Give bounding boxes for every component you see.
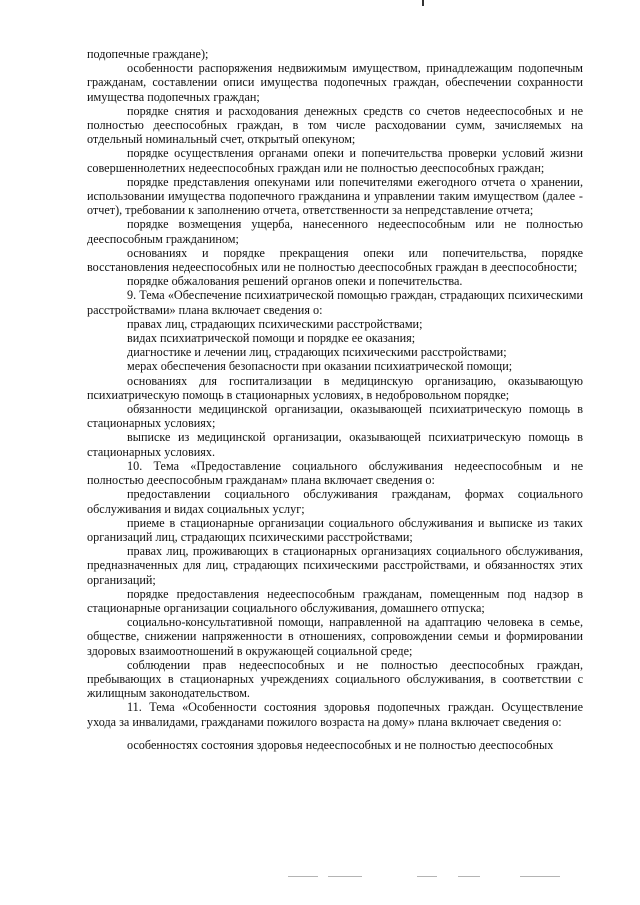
paragraph: порядке снятия и расходования денежных средств со счетов недееспособных и не полностью дееспособных граждан, в том числе расходовании сумм, зачисляемых на отдельный номинальный счет, открытый опекуном; — [87, 103, 583, 147]
paragraph: порядке обжалования решений органов опеки и попечительства. — [127, 274, 463, 289]
section-heading-11: 11. Тема «Особенности состояния здоровья подопечных граждан. Осуществление ухода за инвалидами, гражданами пожилого возраста на дому» плана включает сведения о: — [87, 700, 583, 729]
paragraph: приеме в стационарные организации социального обслуживания и выписке из таких организаций лиц, страдающих психическими расстройствами; — [87, 515, 583, 544]
section-heading-10: 10. Тема «Предоставление социального обслуживания недееспособным и не полностью дееспособным гражданам» плана включает сведения о: — [87, 458, 583, 488]
scan-artifact — [417, 876, 437, 877]
paragraph: соблюдении прав недееспособных и не полностью дееспособных граждан, пребывающих в стационарных учреждениях социального обслуживания, в соответствии с жилищным законодательством. — [87, 657, 583, 701]
paragraph: подопечные граждане); — [87, 47, 209, 61]
scan-artifacts — [0, 876, 640, 879]
scan-artifact — [328, 876, 362, 877]
paragraph: предоставлении социального обслуживания гражданам, формах социального обслуживания и видах социальных услуг; — [87, 487, 583, 516]
scan-artifact — [458, 876, 480, 877]
paragraph: диагностике и лечении лиц, страдающих психическими расстройствами; — [127, 345, 507, 360]
paragraph: основаниях для госпитализации в медицинскую организацию, оказывающую психиатрическую помощь в стационарных условиях, в недобровольном порядке; — [87, 373, 583, 402]
paragraph: порядке предоставления недееспособным гражданам, помещенным под надзор в стационарные организации социального обслуживания, домашнего отпуска; — [87, 586, 583, 615]
paragraph: обязанности медицинской организации, оказывающей психиатрическую помощь в стационарных условиях; — [87, 402, 583, 431]
paragraph: правах лиц, страдающих психическими расстройствами; — [127, 316, 423, 331]
paragraph: социально-консультативной помощи, направленной на адаптацию человека в семье, обществе, снижении напряженности в отношениях, сопровождении семьи и формировании здоровых взаимоотношений в окружающей социальной среде; — [87, 615, 583, 658]
paragraph: правах лиц, проживающих в стационарных организациях социального обслуживания, предназначенных для лиц, страдающих психическими расстройствами, и обязанностях этих организаций; — [87, 544, 583, 587]
scan-artifact — [520, 876, 560, 877]
paragraph: порядке осуществления органами опеки и попечительства проверки условий жизни совершеннолетних недееспособных граждан или не полностью дееспособных граждан; — [87, 146, 583, 175]
document-body — [87, 47, 583, 752]
paragraph: особенности распоряжения недвижимым имуществом, принадлежащим подопечным гражданам, составлении описи имущества подопечных граждан, обеспечении сохранности имущества подопечных граждан; — [87, 61, 583, 104]
paragraph: выписке из медицинской организации, оказывающей психиатрическую помощь в стационарных условиях. — [87, 430, 583, 459]
paragraph: порядке возмещения ущерба, нанесенного недееспособным или не полностью дееспособным гражданином; — [87, 217, 583, 246]
scan-artifact — [288, 876, 318, 877]
scan-mark — [422, 0, 424, 6]
paragraph: основаниях и порядке прекращения опеки или попечительства, порядке восстановления недееспособных или не полностью дееспособных граждан в дееспособности; — [87, 245, 583, 275]
paragraph: особенностях состояния здоровья недееспособных и не полностью дееспособных — [127, 737, 554, 752]
paragraph: видах психиатрической помощи и порядке ее оказания; — [127, 331, 416, 346]
paragraph: мерах обеспечения безопасности при оказании психиатрической помощи; — [127, 359, 513, 374]
paragraph: порядке представления опекунами или попечителями ежегодного отчета о хранении, использовании имущества подопечного гражданина и управлении таким имуществом (далее - отчет), требовании к заполнению отчета, ответственности за непредставление отчета; — [87, 174, 583, 218]
section-heading-9: 9. Тема «Обеспечение психиатрической помощью граждан, страдающих психическими расстройствами» плана включает сведения о: — [87, 288, 583, 317]
